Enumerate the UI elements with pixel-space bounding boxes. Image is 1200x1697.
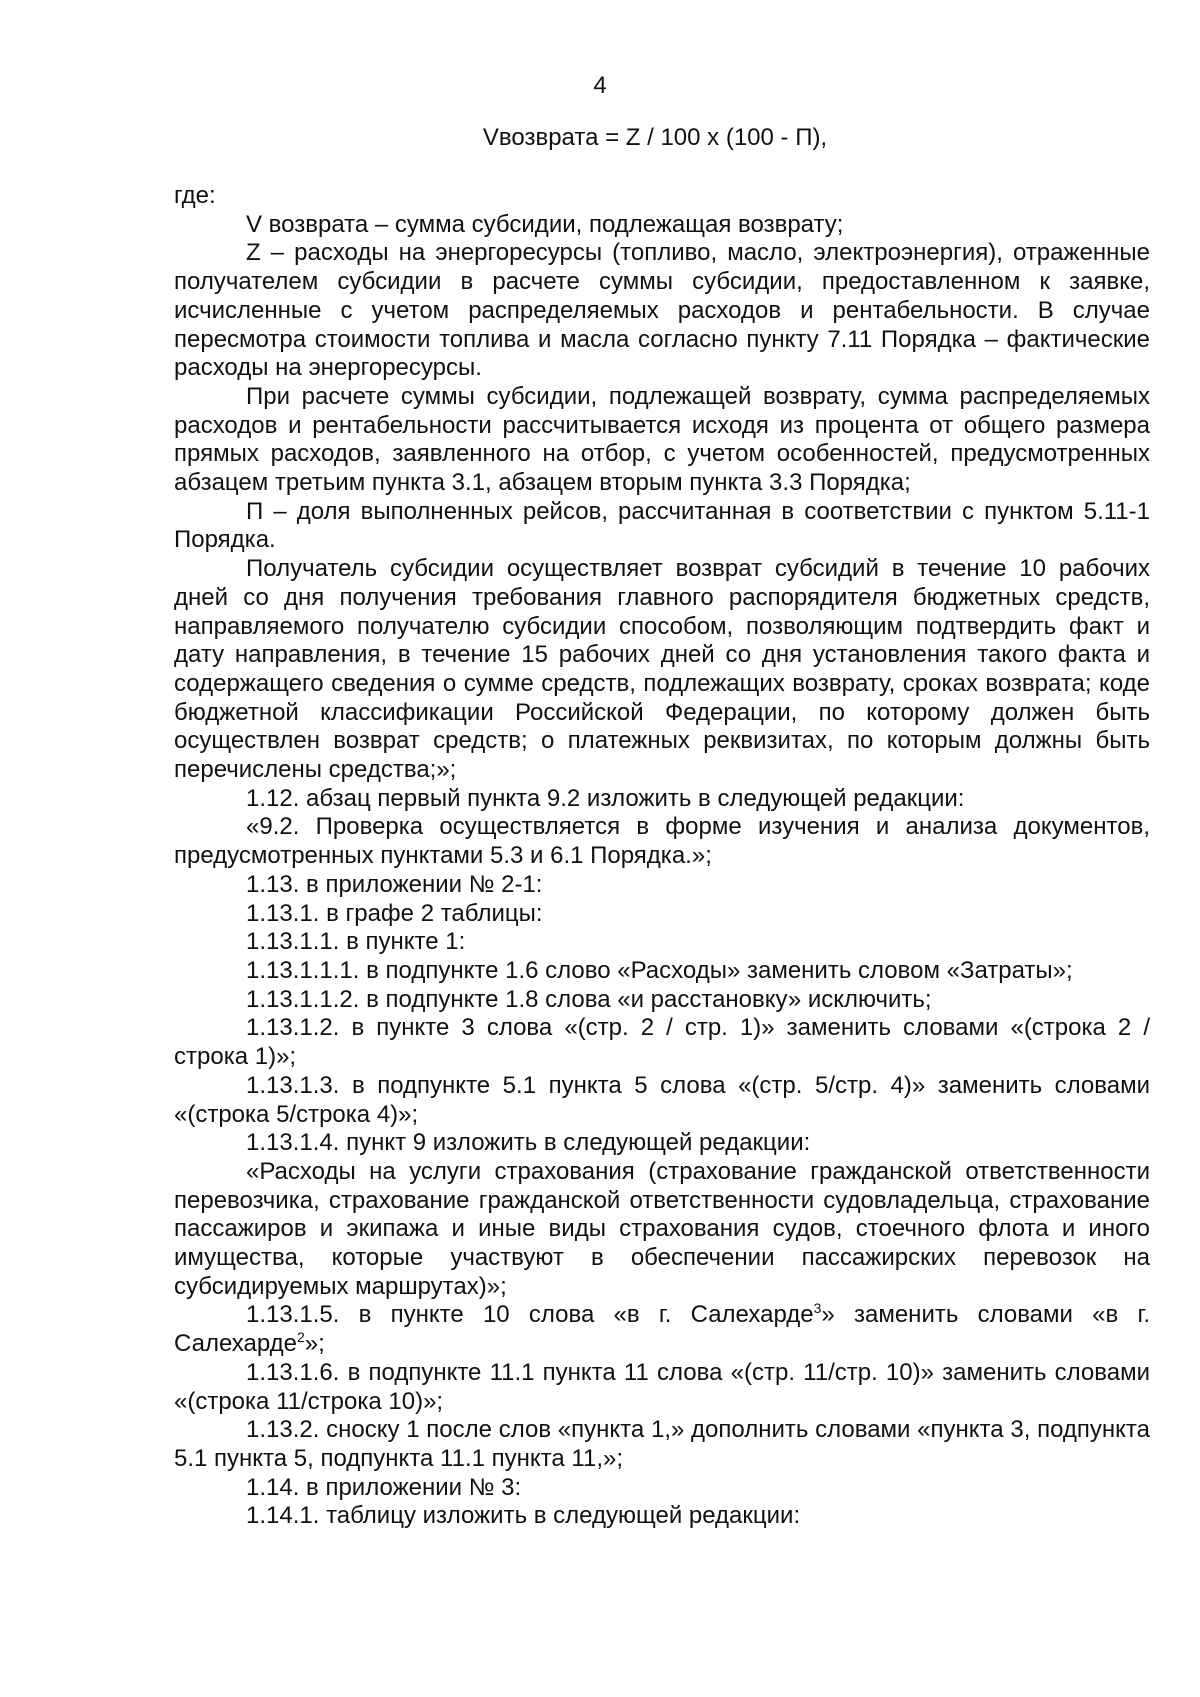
paragraph-salekhard xyxy=(174,1301,1150,1358)
paragraph: «9.2. Проверка осуществляется в форме изучения и анализа документов, предусмотренных пунктами 5.3 и 6.1 Порядка.»; xyxy=(174,813,1150,870)
paragraph: «Расходы на услуги страхования (страхование гражданской ответственности перевозчика, страхование гражданской ответственности судовладельца, страхование пассажиров и экипажа и иные виды страхования судов, стоечного флота и иного имущества, которые участвуют в обеспечении пассажирских перевозок на субсидируемых маршрутах)»; xyxy=(174,1157,1150,1300)
paragraph: 1.13.2. сноску 1 после слов «пункта 1,» дополнить словами «пункта 3, подпункта 5.1 пункта 5, подпункта 11.1 пункта 11,»; xyxy=(174,1416,1150,1472)
paragraph: П – доля выполненных рейсов, рассчитанная в соответствии с пунктом 5.11-1 Порядка. xyxy=(174,497,1150,554)
paragraph: 1.13.1.2. в пункте 3 слова «(стр. 2 / стр. 1)» заменить словами «(строка 2 / строка 1)»; xyxy=(174,1014,1150,1071)
text-run: » заменить словами «в г. Салехарде xyxy=(174,1301,1150,1358)
paragraph: 1.14. в приложении № 3: xyxy=(246,1473,522,1501)
text-run: »; xyxy=(304,1330,325,1358)
paragraph: Z – расходы на энергоресурсы (топливо, масло, электроэнергия), отраженные получателем субсидии в расчете суммы субсидии, предоставленном к заявке, исчисленные с учетом распределяемых расходов и рентабельности. В случае пересмотра стоимости топлива и масла согласно пункту 7.11 Порядка – фактические расходы на энергоресурсы. xyxy=(174,239,1150,382)
paragraph: 1.13.1.1.2. в подпункте 1.8 слова «и расстановку» исключить; xyxy=(246,985,932,1013)
paragraph: 1.13.1. в графе 2 таблицы: xyxy=(246,899,543,927)
paragraph: 1.13.1.6. в подпункте 11.1 пункта 11 слова «(стр. 11/стр. 10)» заменить словами «(строка 11/строка 10)»; xyxy=(174,1358,1150,1415)
refund-formula: Vвозврата = Z / 100 х (100 - П), xyxy=(482,124,828,151)
paragraph: 1.13.1.1.1. в подпункте 1.6 слово «Расходы» заменить словом «Затраты»; xyxy=(246,956,1073,984)
document-body xyxy=(174,182,1150,1531)
text-run: 1.13.1.5. в пункте 10 слова «в г. Салехарде xyxy=(246,1301,814,1329)
paragraph: При расчете суммы субсидии, подлежащей возврату, сумма распределяемых расходов и рентабельности рассчитывается исходя из процента от общего размера прямых расходов, заявленного на отбор, с учетом особенностей, предусмотренных абзацем третьим пункта 3.1, абзацем вторым пункта 3.3 Порядка; xyxy=(174,382,1150,497)
paragraph: V возврата – сумма субсидии, подлежащая возврату; xyxy=(246,210,844,238)
paragraph: Получатель субсидии осуществляет возврат субсидий в течение 10 рабочих дней со дня получения требования главного распорядителя бюджетных средств, направляемого получателю субсидии способом, позволяющим подтвердить факт и дату направления, в течение 15 рабочих дней со дня установления такого факта и содержащего сведения о сумме средств, подлежащих возврату, сроках возврата; коде бюджетной классификации Российской Федерации, по которому должен быть осуществлен возврат средств; о платежных реквизитах, по которым должны быть перечислены средства;»; xyxy=(174,555,1150,784)
footnote-ref: 3 xyxy=(813,1300,822,1317)
paragraph: 1.12. абзац первый пункта 9.2 изложить в следующей редакции: xyxy=(246,784,965,812)
paragraph: 1.13.1.1. в пункте 1: xyxy=(246,928,466,956)
paragraph: 1.14.1. таблицу изложить в следующей редакции: xyxy=(246,1502,801,1530)
paragraph: 1.13.1.3. в подпункте 5.1 пункта 5 слова «(стр. 5/стр. 4)» заменить словами «(строка 5/строка 4)»; xyxy=(174,1071,1150,1128)
paragraph: 1.13.1.4. пункт 9 изложить в следующей редакции: xyxy=(246,1129,811,1157)
paragraph: 1.13. в приложении № 2-1: xyxy=(246,870,543,898)
page-number: 4 xyxy=(593,72,607,99)
paragraph: где: xyxy=(174,182,216,209)
footnote-ref: 2 xyxy=(297,1329,305,1346)
